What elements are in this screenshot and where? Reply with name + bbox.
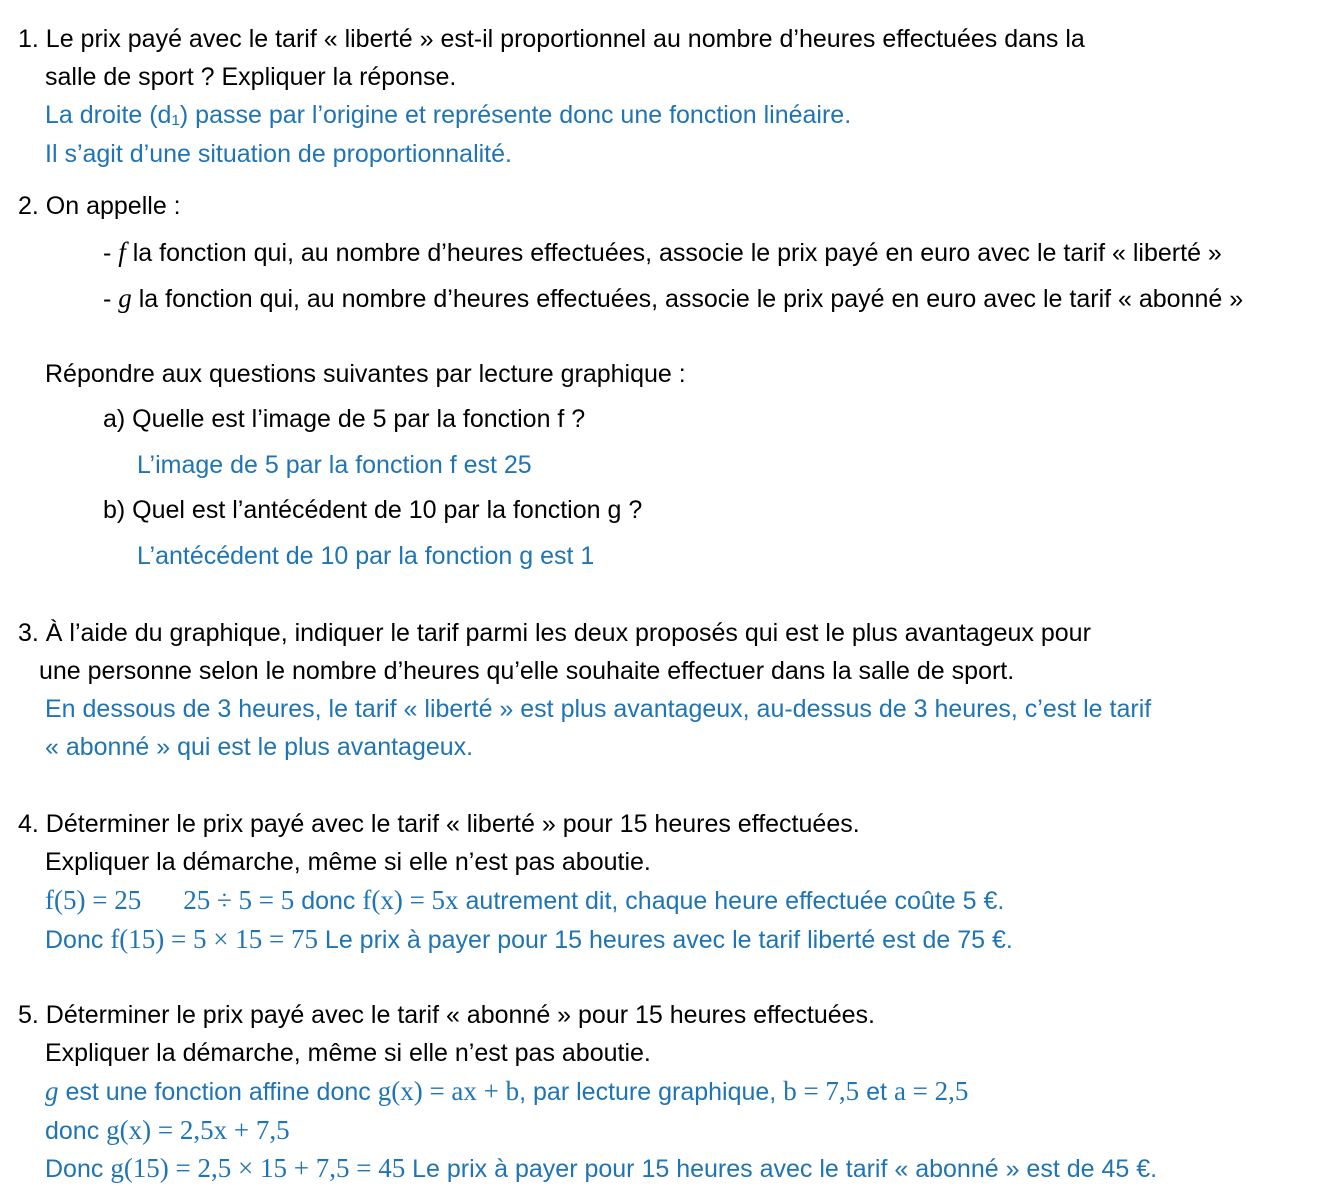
q5-answer-line-3 (45, 1153, 1157, 1184)
q2-bullet-f (103, 237, 1222, 268)
equation-f-of-5: f(5) = 25 (45, 885, 142, 915)
answer-text: et (859, 1078, 894, 1106)
q2a-question: a) Quelle est l’image de 5 par la fonction f ? (103, 405, 586, 433)
equation-division: 25 ÷ 5 = 5 (183, 885, 295, 915)
equation-b-value: b = 7,5 (783, 1076, 860, 1106)
q2a-answer: L’image de 5 par la fonction f est 25 (137, 451, 532, 479)
answer-text: Le prix à payer pour 15 heures avec le tarif « abonné » est de 45 €. (405, 1155, 1158, 1183)
q1-question-line-2: salle de sport ? Expliquer la réponse. (45, 63, 457, 91)
function-g-symbol: g (118, 283, 132, 313)
q5-answer-line-1 (45, 1076, 968, 1107)
q2b-answer: L’antécédent de 10 par la fonction g est 1 (137, 542, 595, 570)
q1-answer-line-1: La droite (d₁) passe par l’origine et représente donc une fonction linéaire. (45, 101, 852, 129)
answer-text: Le prix à payer pour 15 heures avec le tarif liberté est de 75 €. (317, 926, 1013, 954)
q2-instruction: Répondre aux questions suivantes par lecture graphique : (45, 360, 686, 388)
function-g-symbol: g (45, 1076, 59, 1106)
answer-text: Donc (45, 1155, 111, 1183)
equation-g-of-x: g(x) = 2,5x + 7,5 (106, 1115, 290, 1145)
answer-text: autrement dit, chaque heure effectuée coûte 5 €. (458, 887, 1005, 915)
equation-a-value: a = 2,5 (893, 1076, 969, 1106)
equation-f-of-15: f(15) = 5 × 15 = 75 (110, 924, 318, 954)
answer-text: est une fonction affine donc (58, 1078, 378, 1106)
q4-answer-line-1 (45, 885, 1004, 916)
q1-question-line-1: 1. Le prix payé avec le tarif « liberté » est-il proportionnel au nombre d’heures effectuées dans la (18, 25, 1085, 53)
answer-text: Donc (45, 926, 111, 954)
answer-text: donc (45, 1117, 107, 1145)
bullet-dash: - (103, 285, 119, 313)
q3-answer-line-1: En dessous de 3 heures, le tarif « liberté » est plus avantageux, au-dessus de 3 heures, c’est le tarif (45, 695, 1152, 723)
answer-text: donc (294, 887, 363, 915)
bullet-g-text: la fonction qui, au nombre d’heures effectuées, associe le prix payé en euro avec le tarif « abonné » (131, 285, 1244, 313)
q3-question-line-2: une personne selon le nombre d’heures qu’elle souhaite effectuer dans la salle de sport. (39, 657, 1015, 685)
q4-question-line-2: Expliquer la démarche, même si elle n’est pas aboutie. (45, 848, 651, 876)
q2-intro: 2. On appelle : (18, 192, 181, 220)
bullet-f-text: la fonction qui, au nombre d’heures effectuées, associe le prix payé en euro avec le tarif « liberté » (125, 239, 1222, 267)
q1-answer-line-2: Il s’agit d’une situation de proportionnalité. (45, 140, 512, 168)
q4-answer-line-2 (45, 924, 1013, 955)
q5-question-line-2: Expliquer la démarche, même si elle n’est pas aboutie. (45, 1039, 651, 1067)
equation-g-affine: g(x) = ax + b (377, 1076, 520, 1106)
equation-f-of-x: f(x) = 5x (362, 885, 459, 915)
q5-question-line-1: 5. Déterminer le prix payé avec le tarif « abonné » pour 15 heures effectuées. (18, 1001, 875, 1029)
function-f-symbol: f (118, 237, 126, 267)
q2-bullet-g (103, 283, 1243, 314)
bullet-dash: - (103, 239, 119, 267)
equation-g-of-15: g(15) = 2,5 × 15 + 7,5 = 45 (110, 1153, 406, 1183)
q3-question-line-1: 3. À l’aide du graphique, indiquer le tarif parmi les deux proposés qui est le plus avantageux pour (18, 619, 1091, 647)
q2b-question: b) Quel est l’antécédent de 10 par la fonction g ? (103, 496, 643, 524)
q4-question-line-1: 4. Déterminer le prix payé avec le tarif « liberté » pour 15 heures effectuées. (18, 810, 860, 838)
q5-answer-line-2 (45, 1115, 290, 1146)
answer-text: , par lecture graphique, (519, 1078, 784, 1106)
q3-answer-line-2: « abonné » qui est le plus avantageux. (45, 733, 474, 761)
